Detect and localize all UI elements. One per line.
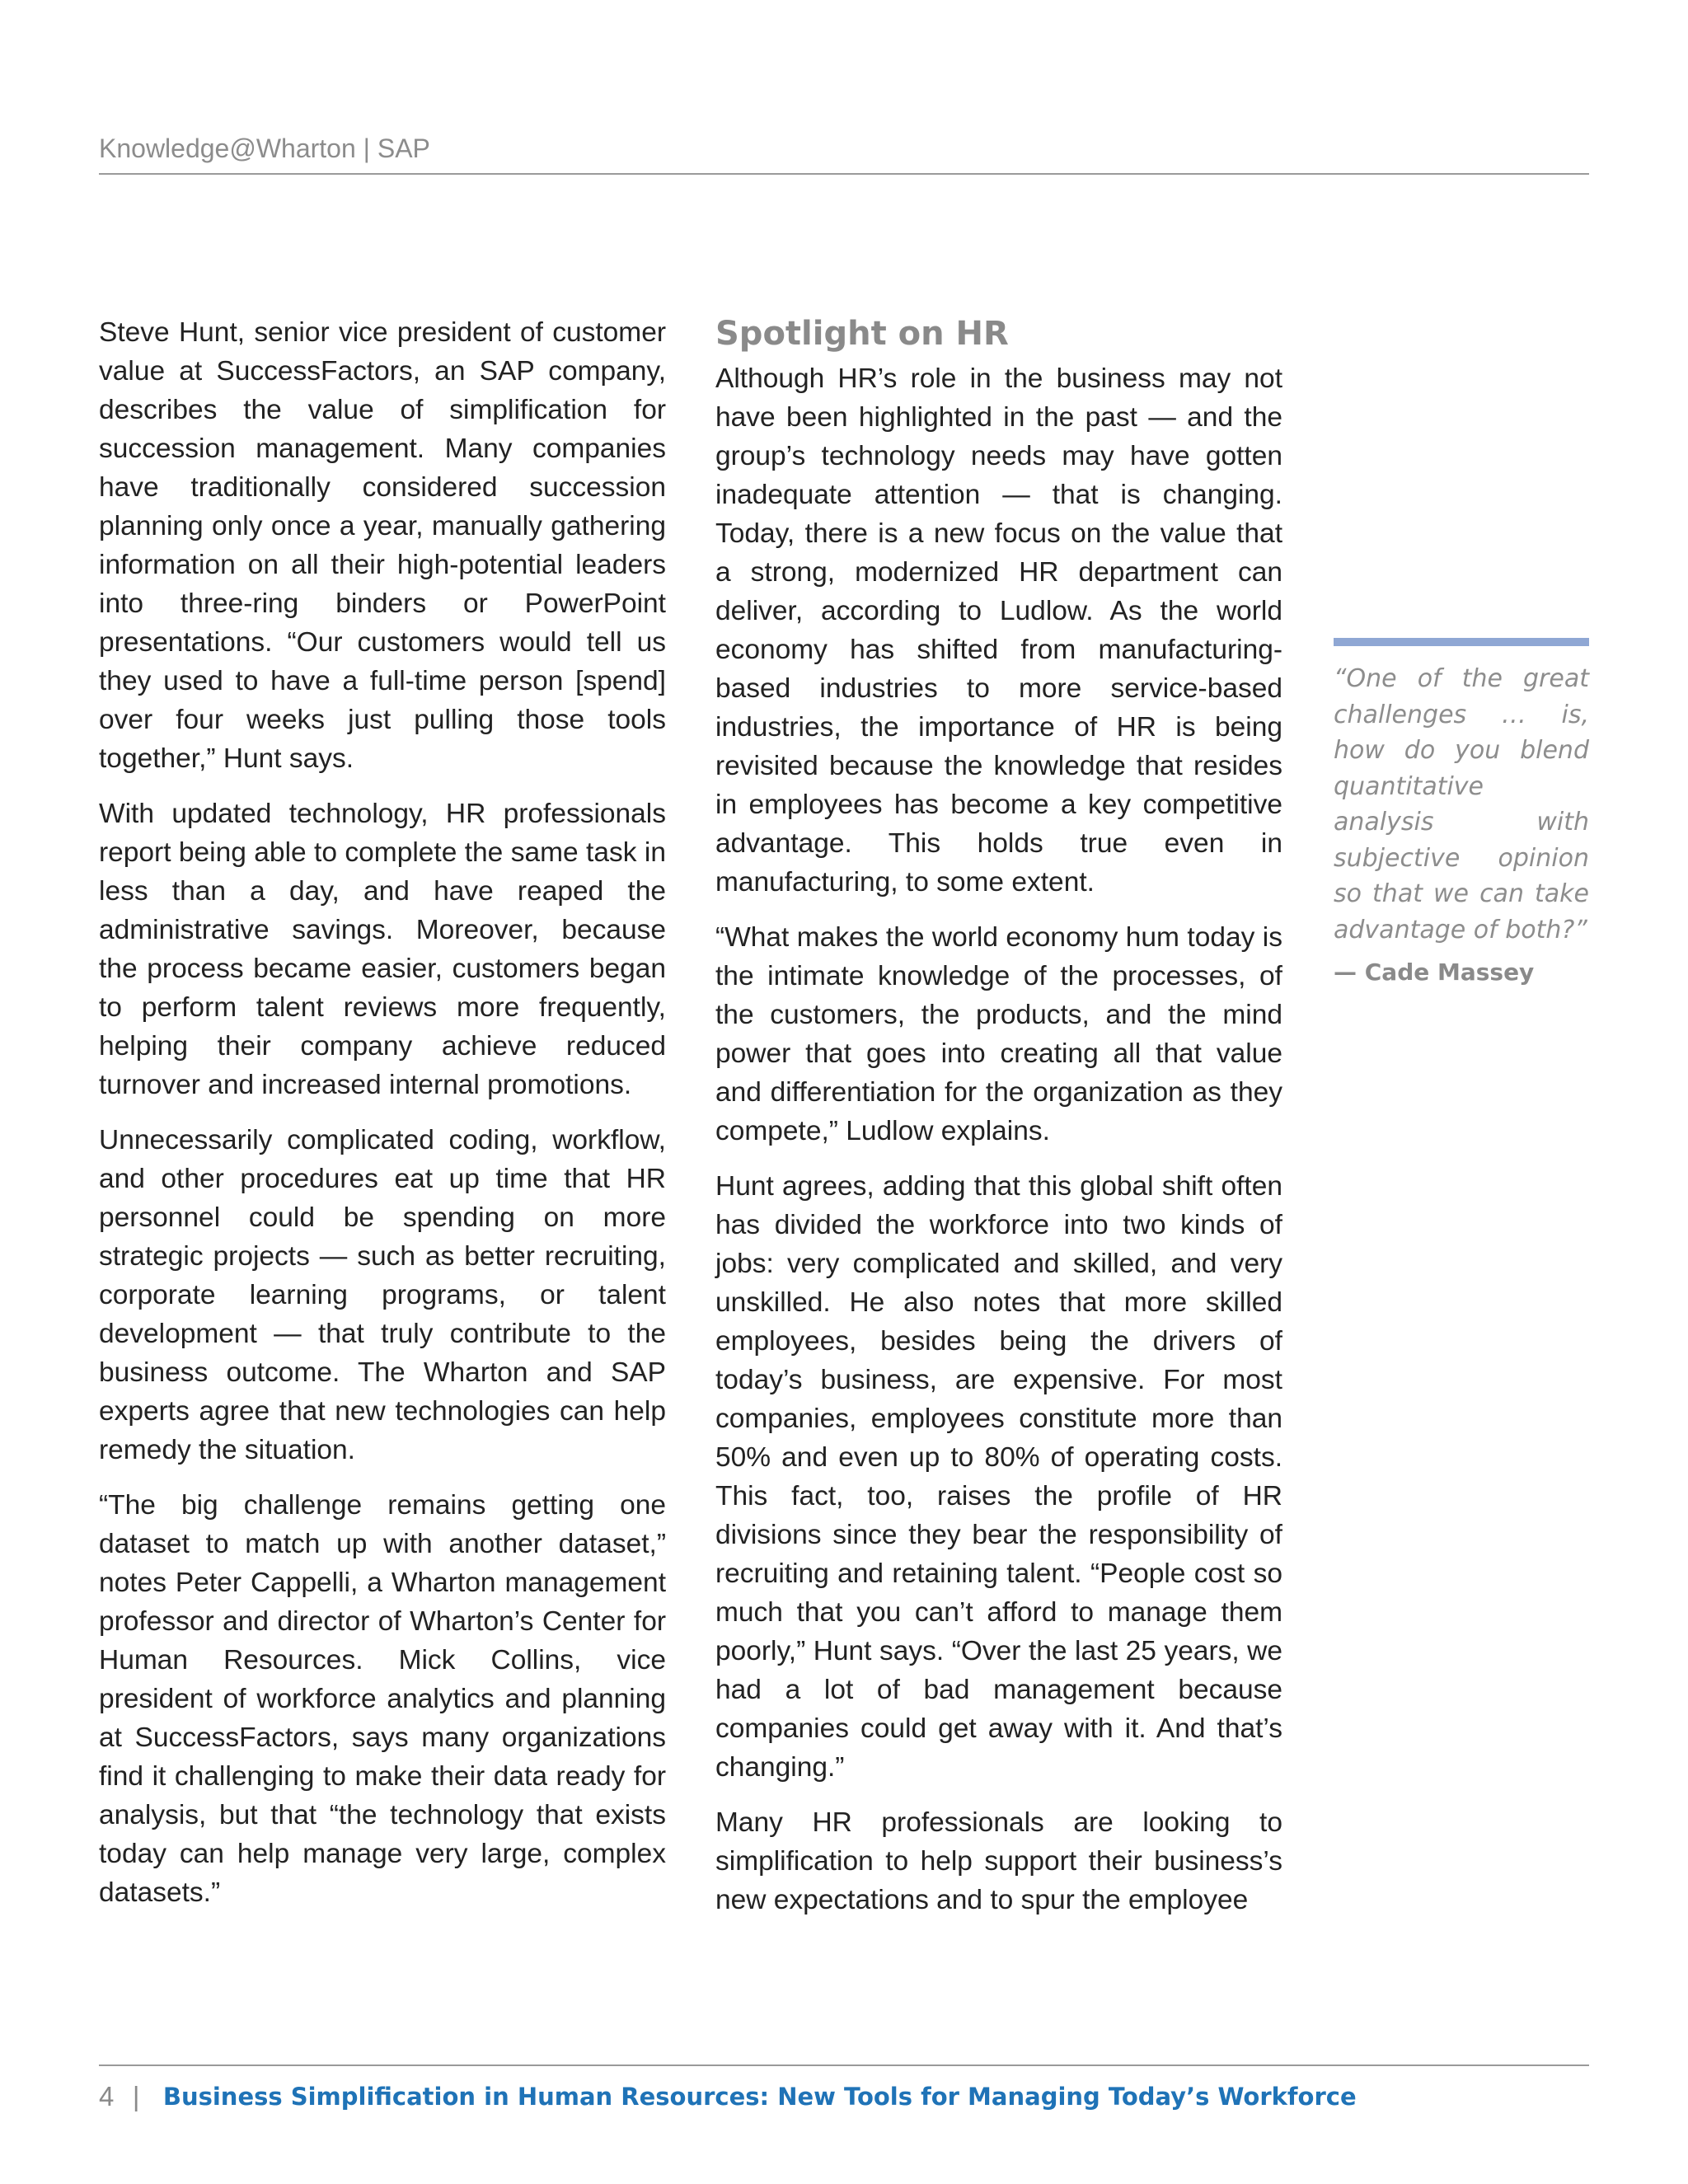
body-paragraph: Many HR professionals are looking to simplification to help support their business’s new expectations and to spur the employee xyxy=(715,1807,1282,1915)
body-paragraph: Steve Hunt, senior vice president of customer value at SuccessFactors, an SAP company, describes the value of simplification for succession management. Many companies have traditionally considered succession planning only once a year, manually gathering information on all their high-potential leaders into three-ring binders or PowerPoint presentations. “Our customers would tell us they used to have a full-time person [spend] over four weeks just pulling those tools together,” Hunt says. xyxy=(99,317,666,774)
body-paragraph: Although HR’s role in the business may not have been highlighted in the past — and the group’s technology needs may have gotten inadequate attention — that is changing. Today, there is a new focus on the value that a strong, modernized HR department can deliver, according to Ludlow. As the world economy has shifted from manufacturing-based industries to more service-based industries, the importance of HR is being revisited because the knowledge that resides in employees has become a key competitive advantage. This holds true even in manufacturing, to some extent. xyxy=(715,363,1282,898)
page-header xyxy=(99,132,1589,175)
pull-quote-attribution: — Cade Massey xyxy=(1334,958,1535,986)
body-paragraph: With updated technology, HR professionals report being able to complete the same task in less than a day, and have reaped the administrative savings. Moreover, because the process became easier, customers began to perform talent reviews more frequently, helping their company achieve reduced turnover and increased internal promotions. xyxy=(99,799,666,1100)
header-text: Knowledge@Wharton | SAP xyxy=(99,134,430,163)
body-paragraph: Hunt agrees, adding that this global shift often has divided the workforce into two kinds of jobs: very complicated and skilled, and very unskilled. He also notes that more skilled employees, besides being the drivers of today’s business, are expensive. For most companies, employees constitute more than 50% and even up to 80% of operating costs. This fact, too, raises the profile of HR divisions since they bear the responsibility of recruiting and retaining talent. “People cost so much that you can’t afford to manage them poorly,” Hunt says. “Over the last 25 years, we had a lot of bad management because companies could get away with it. And that’s changing.” xyxy=(715,1171,1282,1783)
body-paragraph: “The big challenge remains getting one dataset to match up with another dataset,” notes Peter Cappelli, a Wharton management professor and director of Wharton’s Center for Human Resources. Mick Collins, vice president of workforce analytics and planning at SuccessFactors, says many organizations find it challenging to make their data ready for analysis, but that “the technology that exists today can help manage very large, complex datasets.” xyxy=(99,1490,666,1908)
section-title: Spotlight on HR xyxy=(715,315,1009,353)
left-column xyxy=(99,313,666,1929)
footer-separator: | xyxy=(132,2081,140,2111)
body-paragraph: Unnecessarily complicated coding, workflow, and other procedures eat up time that HR personnel could be spending on more strategic projects — such as better recruiting, corporate learning programs, or talent development — that truly contribute to the business outcome. The Wharton and SAP experts agree that new technologies can help remedy the situation. xyxy=(99,1125,666,1465)
document-title: Business Simplification in Human Resources: New Tools for Managing Today’s Workforce xyxy=(162,2083,1357,2111)
pull-quote-sidebar xyxy=(1334,638,1589,989)
body-paragraph: “What makes the world economy hum today is the intimate knowledge of the processes, of the customers, the products, and the mind power that goes into creating all that value and differentiation for the organization as they compete,” Ludlow explains. xyxy=(715,922,1282,1146)
page-footer xyxy=(99,2064,1589,2130)
middle-column xyxy=(715,313,1282,1936)
pull-quote-text: “One of the great challenges … is, how do you blend quantitative analysis with subjective opinion so that we can take advantage of both?” xyxy=(1334,664,1589,944)
page-number: 4 xyxy=(99,2081,115,2111)
pull-quote-rule xyxy=(1334,638,1589,646)
